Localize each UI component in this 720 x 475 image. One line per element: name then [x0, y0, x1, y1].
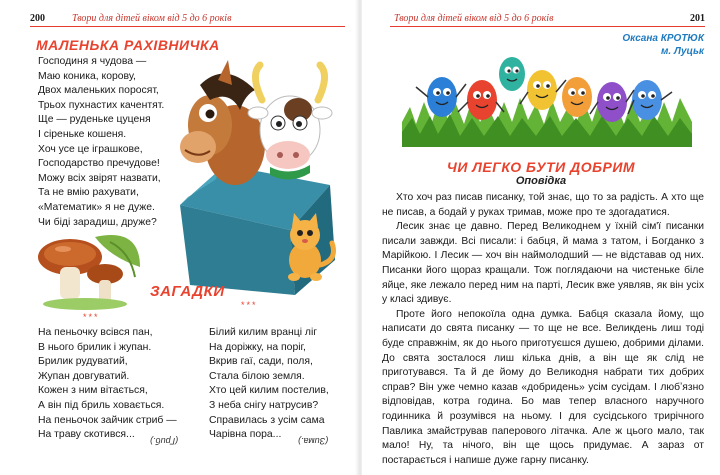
stars-separator-2: ***	[241, 300, 258, 310]
author-name: Оксана КРОТЮК	[622, 33, 704, 44]
stars-separator-1: ***	[83, 312, 100, 322]
riddle-1	[38, 326, 177, 443]
riddle-1-line: Брилик рудуватий,	[38, 356, 128, 368]
riddle-2-line: Хто цей килим постелив,	[209, 385, 329, 397]
poem-title: МАЛЕНЬКА РАХІВНИЧКА	[36, 37, 220, 53]
riddle-2-line: Стала білою земля.	[209, 370, 305, 382]
poem-line: Господиня я чудова —	[38, 56, 147, 67]
riddle-1-line: Кожен з ним вітається,	[38, 385, 148, 397]
mushroom-illustration	[35, 222, 145, 312]
riddle-1-line: Жупан довгуватий.	[38, 370, 130, 382]
riddle-2-line: На доріжку, на поріг,	[209, 341, 306, 353]
poem-line: Хоч усе це іграшкове,	[38, 143, 143, 155]
riddle-2-line: Чарівна пора...	[209, 429, 282, 441]
poem-line: «Математик» я не дуже.	[38, 201, 155, 213]
riddle-2	[209, 326, 329, 443]
paragraph-2: Лесик знає це давно. Перед Великоднем у їхній сім'ї писанки писали завжди. Всі писали: і бабця, й мама з татом, і Богданко з Марійкою. І Лесик — хоч він наймолодший — не відставав од них. Писанки його щораз кращали. Тож поглядаючи на чистеньке біле яйце, яке лежало перед ним на парті, Лесик вже уявляв, як він усіх у класі здивує.	[382, 221, 704, 306]
riddle-2-line: Вкрив гаї, сади, поля,	[209, 356, 313, 368]
riddle-1-line: На пеньочок зайчик стриб —	[38, 414, 177, 426]
story-genre: Оповідка	[515, 175, 567, 187]
poem-line: Та не вмію рахувати,	[38, 187, 139, 199]
poem-line: Ще — руденьке цуценя	[38, 114, 151, 126]
paragraph-3: Проте його непокоїла одна думка. Бабця сказала йому, що написати до свята писанку — то ще не все. Великдень лиш тоді буде справжнім, як до нього приготуєшся душею, добрими ділами. До свята зосталося лиш кілька днів, а він ще як слід не приготувався. Та й де йому до Великодня набрати тих добрих справ? Він уже чемно казав «добридень» усім сусідам. І любʼязно відповідав, котра година. Бо мав тепер власного наручного годинника й розумівся на ньому. І для сусідського трирічного Павлика змайстрував паперового літачка. Але ж цього мало, так мало! Ну, та нічого, він ще щось придумає. А зараз от постарається і напише дуже гарну писанку.	[382, 308, 704, 466]
riddle-2-line: З неба снігу натрусив?	[209, 399, 319, 411]
running-head-text-left: Твори для дітей віком від 5 до 6 років	[72, 13, 232, 24]
poem-main	[38, 55, 164, 230]
left-page	[0, 0, 358, 475]
author-city: м. Луцьк	[661, 46, 704, 57]
riddle-1-line: На пеньочку всівся пан,	[38, 327, 153, 338]
poem-line: І сіреньке кошеня.	[38, 128, 127, 140]
running-head-right	[390, 11, 705, 27]
poem-line: Можу всіх звірят назвати,	[38, 172, 161, 184]
right-page	[362, 0, 720, 475]
running-head-left	[30, 11, 345, 27]
riddle-2-line: Білий килим вранці ліг	[209, 327, 318, 338]
riddle-1-line: В нього брилик і жупан.	[38, 341, 152, 353]
poem-line: Чи біді зарадиш, друже?	[38, 216, 157, 228]
page-number-left: 200	[30, 13, 45, 24]
running-head-text-right: Твори для дітей віком від 5 до 6 років	[394, 13, 554, 24]
paragraph-1: Хто хоч раз писав писанку, той знає, що то за радість. А хто ще не писав, а бодай у руках тримав, може про те здогадатися.	[382, 192, 704, 218]
riddle-1-line: На траву скотився...	[38, 429, 135, 441]
page-number-right: 201	[690, 13, 705, 24]
poem-line: Господарство пречудове!	[38, 158, 160, 170]
riddle-1-line: А він під бриль ховається.	[38, 399, 165, 411]
poem-line: Трьох пухнастих качентят.	[38, 99, 165, 111]
riddle-2-line: Справилась з усім сама	[209, 414, 325, 426]
toys-box-illustration	[170, 55, 350, 300]
riddle-2-answer: (Зима.)	[298, 436, 329, 446]
easter-eggs-illustration	[402, 52, 692, 147]
riddles-title: ЗАГАДКИ	[150, 283, 225, 300]
poem-line: Маю коника, корову,	[38, 70, 136, 82]
story-text	[382, 191, 704, 468]
poem-line: Двох маленьких поросят,	[38, 85, 159, 97]
story-title: ЧИ ЛЕГКО БУТИ ДОБРИМ	[446, 159, 636, 175]
riddle-1-answer: (Гриб.)	[150, 436, 179, 446]
